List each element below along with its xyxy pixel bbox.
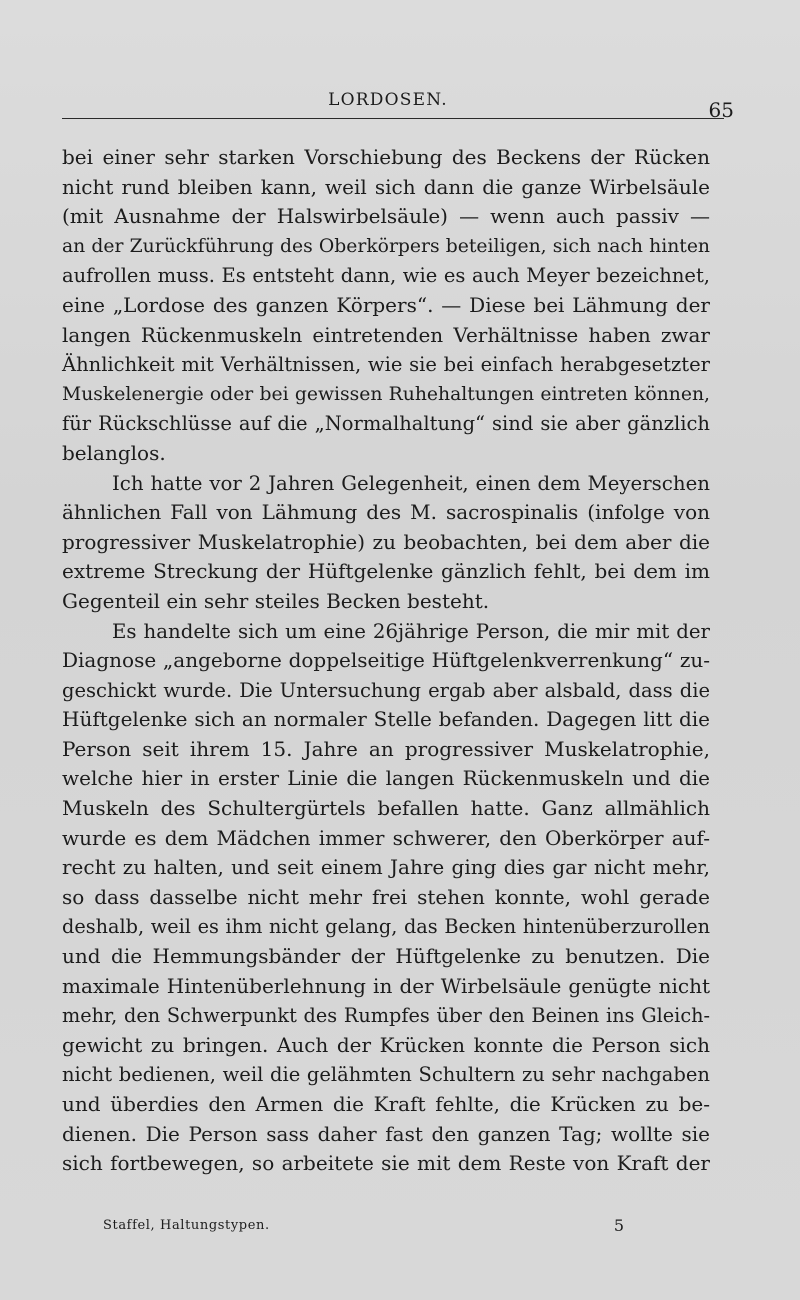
text-line: welche hier in erster Linie die langen Rückenmuskeln und die bbox=[62, 766, 710, 791]
text-line: (mit Ausnahme der Halswirbelsäule) — wenn auch passiv — bbox=[62, 204, 710, 229]
body-text bbox=[62, 143, 710, 1179]
text-line: und überdies den Armen die Kraft fehlte, die Krücken zu be- bbox=[62, 1092, 710, 1116]
text-line: Muskelenergie oder bei gewissen Ruhehaltungen eintreten können, bbox=[62, 383, 710, 405]
text-line: nicht rund bleiben kann, weil sich dann die ganze Wirbelsäule bbox=[62, 174, 710, 199]
text-line: maximale Hintenüberlehnung in der Wirbelsäule genügte nicht bbox=[62, 973, 710, 998]
text-line: Es handelte sich um eine 26jährige Person, die mir mit der bbox=[112, 619, 710, 643]
sheet-number: 5 bbox=[613, 1216, 624, 1235]
header-rule bbox=[62, 118, 724, 119]
text-line: eine „Lordose des ganzen Körpers“. — Diese bei Lähmung der bbox=[62, 292, 710, 317]
text-line: nicht bedienen, weil die gelähmten Schultern zu sehr nachgaben bbox=[62, 1063, 710, 1087]
text-line: an der Zurückführung des Oberkörpers beteiligen, sich nach hinten bbox=[62, 235, 710, 257]
text-line: aufrollen muss. Es entsteht dann, wie es auch Meyer bezeichnet, bbox=[62, 264, 710, 288]
text-line: ähnlichen Fall von Lähmung des M. sacrospinalis (infolge von bbox=[62, 500, 710, 525]
text-line: Diagnose „angeborne doppelseitige Hüftgelenkverrenkung“ zu- bbox=[62, 648, 710, 673]
text-line: Gegenteil ein sehr steiles Becken besteht. bbox=[62, 588, 490, 613]
text-line: und die Hemmungsbänder der Hüftgelenke zu benutzen. Die bbox=[62, 944, 710, 969]
text-line: Ich hatte vor 2 Jahren Gelegenheit, einen dem Meyerschen bbox=[112, 471, 710, 495]
text-line: Muskeln des Schultergürtels befallen hatte. Ganz allmählich bbox=[62, 796, 710, 821]
text-line: so dass dasselbe nicht mehr frei stehen konnte, wohl gerade bbox=[62, 884, 710, 909]
text-line: langen Rückenmuskeln eintretenden Verhältnisse haben zwar bbox=[62, 322, 710, 347]
text-line: gewicht zu bringen. Auch der Krücken konnte die Person sich bbox=[62, 1032, 710, 1057]
page-header bbox=[62, 84, 734, 124]
text-line: mehr, den Schwerpunkt des Rumpfes über den Beinen ins Gleich- bbox=[62, 1004, 710, 1028]
text-line: extreme Streckung der Hüftgelenke gänzlich fehlt, bei dem im bbox=[62, 559, 710, 584]
text-line: für Rückschlüsse auf die „Normalhaltung“ sind sie aber gänzlich bbox=[62, 412, 710, 436]
text-line: Ähnlichkeit mit Verhältnissen, wie sie bei einfach herabgesetzter bbox=[62, 353, 710, 377]
text-line: dienen. Die Person sass daher fast den ganzen Tag; wollte sie bbox=[62, 1121, 710, 1146]
text-line: Person seit ihrem 15. Jahre an progressiver Muskelatrophie, bbox=[62, 736, 710, 761]
text-line: deshalb, weil es ihm nicht gelang, das Becken hintenüberzurollen bbox=[62, 915, 710, 939]
text-line: wurde es dem Mädchen immer schwerer, den Oberkörper auf- bbox=[62, 825, 710, 850]
signature-mark: Staffel, Haltungstypen. bbox=[103, 1218, 270, 1233]
text-line: bei einer sehr starken Vorschiebung des Beckens der Rücken bbox=[62, 145, 710, 169]
page-footer bbox=[103, 1218, 624, 1242]
text-line: belanglos. bbox=[62, 440, 166, 465]
text-line: recht zu halten, und seit einem Jahre ging dies gar nicht mehr, bbox=[62, 855, 710, 880]
text-line: geschickt wurde. Die Untersuchung ergab aber alsbald, dass die bbox=[62, 678, 710, 702]
page-number: 65 bbox=[708, 98, 734, 122]
running-title: LORDOSEN. bbox=[328, 90, 448, 110]
text-line: progressiver Muskelatrophie) zu beobachten, bei dem aber die bbox=[62, 529, 710, 554]
text-line: sich fortbewegen, so arbeitete sie mit dem Reste von Kraft der bbox=[62, 1151, 710, 1176]
text-line: Hüftgelenke sich an normaler Stelle befanden. Dagegen litt die bbox=[62, 707, 710, 732]
